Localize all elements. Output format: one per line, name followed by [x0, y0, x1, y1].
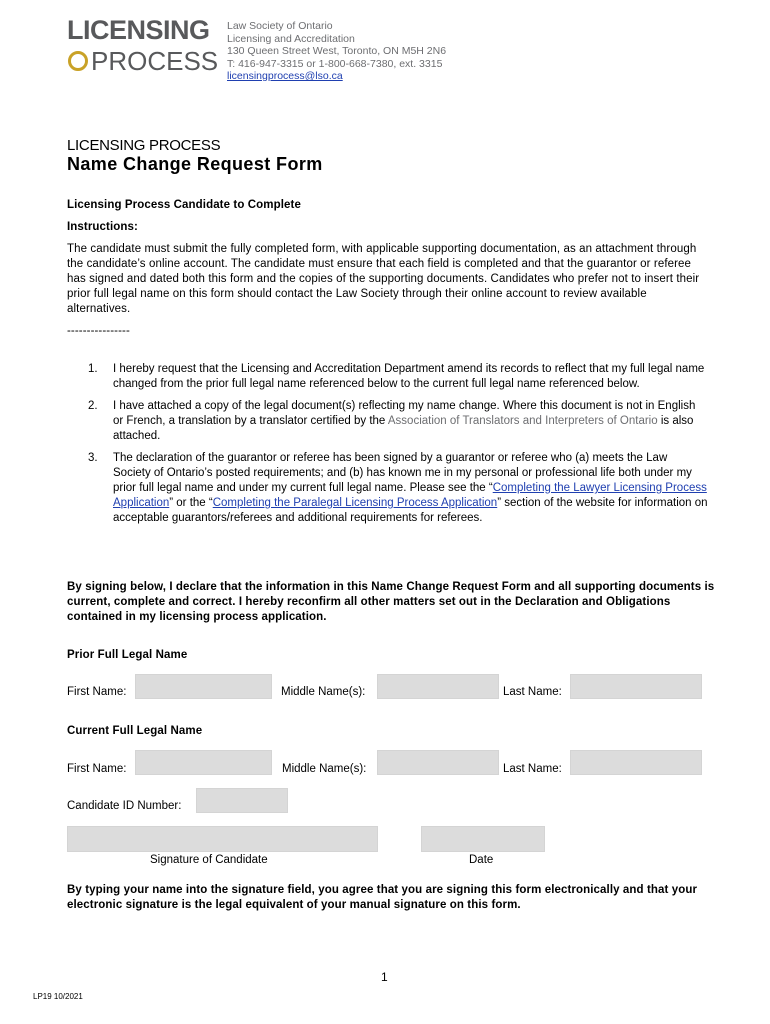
current-first-name-field[interactable]	[135, 750, 272, 775]
form-kicker: LICENSING PROCESS	[67, 137, 221, 154]
current-middle-name-label: Middle Name(s):	[282, 763, 367, 775]
separator: ----------------	[67, 325, 130, 337]
declarations-list	[88, 362, 708, 533]
email-link[interactable]: licensingprocess@lso.ca	[227, 70, 343, 82]
list-number: 2.	[88, 400, 98, 412]
address-line: Law Society of Ontario	[227, 20, 333, 32]
list-text: I hereby request that the Licensing and Accreditation Department amend its records to reflect that my full legal name changed from the prior full legal name referenced below to the current full legal name referenced below.	[113, 363, 705, 390]
list-number: 1.	[88, 363, 98, 375]
page-number: 1	[381, 970, 388, 984]
current-name-heading: Current Full Legal Name	[67, 725, 203, 737]
signature-label: Signature of Candidate	[150, 854, 268, 866]
instructions-text: The candidate must submit the fully completed form, with applicable supporting documentation, as an attachment through the candidate’s online account. The candidate must ensure that each field is completed and that the guarantor or referee has signed and dated both this form and the copies of the supporting documents. Candidates who prefer not to insert their prior full legal name on this form should contact the Law Society through their online account to review available alternatives.	[67, 243, 700, 315]
logo-process	[67, 46, 218, 76]
section-heading: Licensing Process Candidate to Complete	[67, 199, 301, 211]
page-title: Name Change Request Form	[67, 154, 323, 174]
prior-first-name-label: First Name:	[67, 686, 127, 698]
signature-field[interactable]	[67, 826, 378, 852]
instructions-label: Instructions:	[67, 221, 138, 233]
list-item	[88, 399, 708, 444]
logo-licensing: LICENSING	[67, 15, 210, 45]
current-middle-name-field[interactable]	[377, 750, 499, 775]
prior-middle-name-label: Middle Name(s):	[281, 686, 366, 698]
prior-middle-name-field[interactable]	[377, 674, 499, 699]
date-label: Date	[469, 854, 494, 866]
lawyer-application-link[interactable]: Completing the Lawyer Licensing Process Application	[113, 482, 707, 509]
esign-notice: By typing your name into the signature field, you agree that you are signing this form electronically and that your electronic signature is the legal equivalent of your manual signature on this form.	[67, 884, 698, 911]
ring-logo-icon	[67, 50, 89, 72]
candidate-id-label: Candidate ID Number:	[67, 800, 182, 812]
declaration-text: By signing below, I declare that the information in this Name Change Request Form and all supporting documents is current, complete and correct. I hereby reconfirm all other matters set out in the Declaration and Obligations contained in my licensing process application.	[67, 581, 715, 623]
prior-last-name-label: Last Name:	[503, 686, 562, 698]
list-number: 3.	[88, 452, 98, 464]
prior-name-heading: Prior Full Legal Name	[67, 649, 188, 661]
current-first-name-label: First Name:	[67, 763, 127, 775]
current-last-name-label: Last Name:	[503, 763, 562, 775]
translators-association-link[interactable]: Association of Translators and Interpreters of Ontario	[387, 415, 658, 427]
list-text: The declaration of the guarantor or referee has been signed by a guarantor or referee who (a) meets the Law Society of Ontario’s posted requirements; and (b) has known me in my personal or professional life both under my prior full legal name and under my current full legal name. Please see the “Completing the Lawyer Licensing Process Application” or the “Completing the Paralegal Licensing Process Application” section of the website for information on acceptable guarantors/referees and additional requirements for referees.	[113, 452, 708, 524]
prior-last-name-field[interactable]	[570, 674, 702, 699]
date-field[interactable]	[421, 826, 545, 852]
address-block	[227, 20, 446, 83]
prior-first-name-field[interactable]	[135, 674, 272, 699]
current-last-name-field[interactable]	[570, 750, 702, 775]
form-code: LP19 10/2021	[33, 992, 83, 1001]
list-text: I have attached a copy of the legal document(s) reflecting my name change. Where this document is not in English or French, a translation by a translator certified by the Association of Translators and Interpreters of Ontario is also attached.	[113, 400, 696, 442]
logo-process-text: PROCESS	[91, 46, 219, 76]
address-line: T: 416-947-3315 or 1-800-668-7380, ext. 3315	[227, 57, 443, 70]
list-item	[88, 362, 708, 392]
candidate-id-field[interactable]	[196, 788, 288, 813]
paralegal-application-link[interactable]: Completing the Paralegal Licensing Process Application	[212, 497, 498, 509]
list-item	[88, 451, 708, 526]
address-line: Licensing and Accreditation	[227, 32, 355, 45]
address-line: 130 Queen Street West, Toronto, ON M5H 2N6	[227, 45, 447, 57]
